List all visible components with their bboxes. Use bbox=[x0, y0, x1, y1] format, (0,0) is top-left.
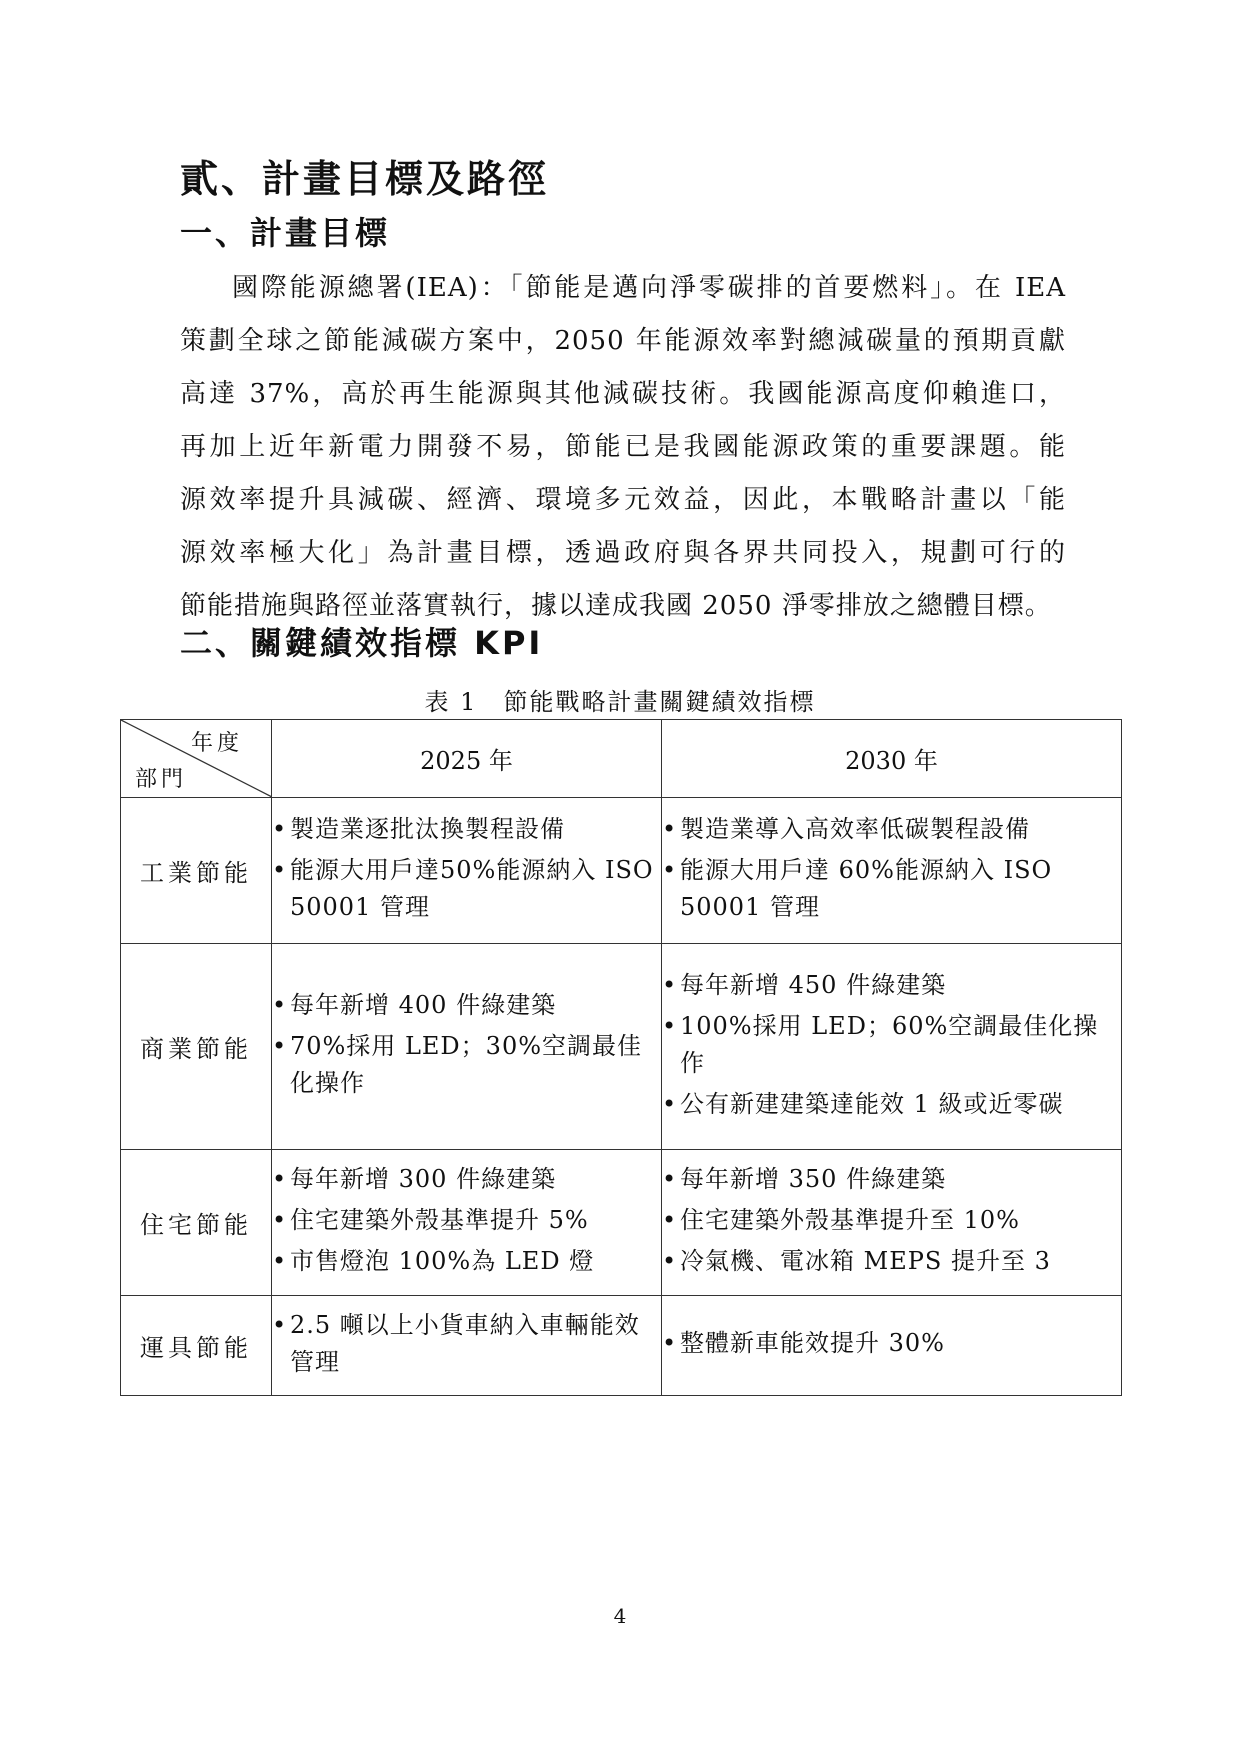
kpi-table bbox=[120, 719, 1122, 1396]
dept-cell: 商業節能 bbox=[121, 944, 272, 1150]
kpi-item: • 製造業導入高效率低碳製程設備 bbox=[662, 811, 1121, 848]
paragraph-line: 國際能源總署(IEA)：「節能是邁向淨零碳排的首要燃料」。在 IEA bbox=[232, 273, 1066, 303]
objective-paragraph bbox=[180, 262, 1066, 633]
kpi-2030-cell bbox=[662, 798, 1122, 944]
kpi-item: • 每年新增 350 件綠建築 bbox=[662, 1161, 1121, 1198]
kpi-2030-cell bbox=[662, 1150, 1122, 1296]
table-row bbox=[121, 1150, 1122, 1296]
paragraph-line: 高達 37%，高於再生能源與其他減碳技術。我國能源高度仰賴進口， bbox=[180, 379, 1066, 409]
kpi-2025-cell bbox=[272, 798, 662, 944]
column-header-2030: 2030 年 bbox=[662, 720, 1122, 798]
main-heading: 貳、計畫目標及路徑 bbox=[180, 157, 550, 201]
kpi-2025-cell bbox=[272, 1296, 662, 1396]
kpi-item: • 每年新增 450 件綠建築 bbox=[662, 967, 1121, 1004]
kpi-item: • 住宅建築外殼基準提升至 10% bbox=[662, 1202, 1121, 1239]
kpi-item: • 冷氣機、電冰箱 MEPS 提升至 3 bbox=[662, 1243, 1121, 1280]
dept-cell: 工業節能 bbox=[121, 798, 272, 944]
kpi-2025-cell bbox=[272, 944, 662, 1150]
table-row bbox=[121, 944, 1122, 1150]
table-row bbox=[121, 798, 1122, 944]
kpi-item: • 70%採用 LED；30%空調最佳化操作 bbox=[272, 1028, 661, 1102]
section-2-heading: 二、關鍵績效指標 KPI bbox=[180, 624, 544, 662]
table-row bbox=[121, 1296, 1122, 1396]
paragraph-line: 策劃全球之節能減碳方案中，2050 年能源效率對總減碳量的預期貢獻 bbox=[180, 326, 1066, 356]
kpi-item: • 公有新建建築達能效 1 級或近零碳 bbox=[662, 1086, 1121, 1123]
page-number: 4 bbox=[613, 1604, 627, 1628]
kpi-item: • 每年新增 300 件綠建築 bbox=[272, 1161, 661, 1198]
paragraph-line: 節能措施與路徑並落實執行，據以達成我國 2050 淨零排放之總體目標。 bbox=[180, 591, 1052, 621]
column-header-2025: 2025 年 bbox=[272, 720, 662, 798]
section-1-heading: 一、計畫目標 bbox=[180, 214, 391, 252]
kpi-item: • 製造業逐批汰換製程設備 bbox=[272, 811, 661, 848]
dept-cell: 住宅節能 bbox=[121, 1150, 272, 1296]
kpi-2025-cell bbox=[272, 1150, 662, 1296]
paragraph-line: 再加上近年新電力開發不易，節能已是我國能源政策的重要課題。能 bbox=[180, 432, 1066, 462]
kpi-2030-cell bbox=[662, 1296, 1122, 1396]
kpi-item: • 整體新車能效提升 30% bbox=[662, 1325, 1121, 1362]
kpi-item: • 能源大用戶達 60%能源納入 ISO 50001 管理 bbox=[662, 852, 1121, 926]
dept-cell: 運具節能 bbox=[121, 1296, 272, 1396]
corner-dept-label: 部門 bbox=[135, 767, 188, 792]
corner-header-cell bbox=[121, 720, 272, 798]
paragraph-line: 源效率極大化」為計畫目標，透過政府與各界共同投入，規劃可行的 bbox=[180, 538, 1066, 568]
kpi-item: • 每年新增 400 件綠建築 bbox=[272, 987, 661, 1024]
kpi-item: • 100%採用 LED；60%空調最佳化操作 bbox=[662, 1008, 1121, 1082]
table-caption: 表 1 節能戰略計畫關鍵績效指標 bbox=[424, 688, 816, 716]
corner-year-label: 年度 bbox=[190, 731, 243, 756]
kpi-2030-cell bbox=[662, 944, 1122, 1150]
kpi-item: • 住宅建築外殼基準提升 5% bbox=[272, 1202, 661, 1239]
kpi-item: • 2.5 噸以上小貨車納入車輛能效管理 bbox=[272, 1307, 661, 1381]
table-header-row bbox=[121, 720, 1122, 798]
kpi-item: • 市售燈泡 100%為 LED 燈 bbox=[272, 1243, 661, 1280]
paragraph-line: 源效率提升具減碳、經濟、環境多元效益，因此，本戰略計畫以「能 bbox=[180, 485, 1066, 515]
kpi-item: • 能源大用戶達50%能源納入 ISO 50001 管理 bbox=[272, 852, 661, 926]
